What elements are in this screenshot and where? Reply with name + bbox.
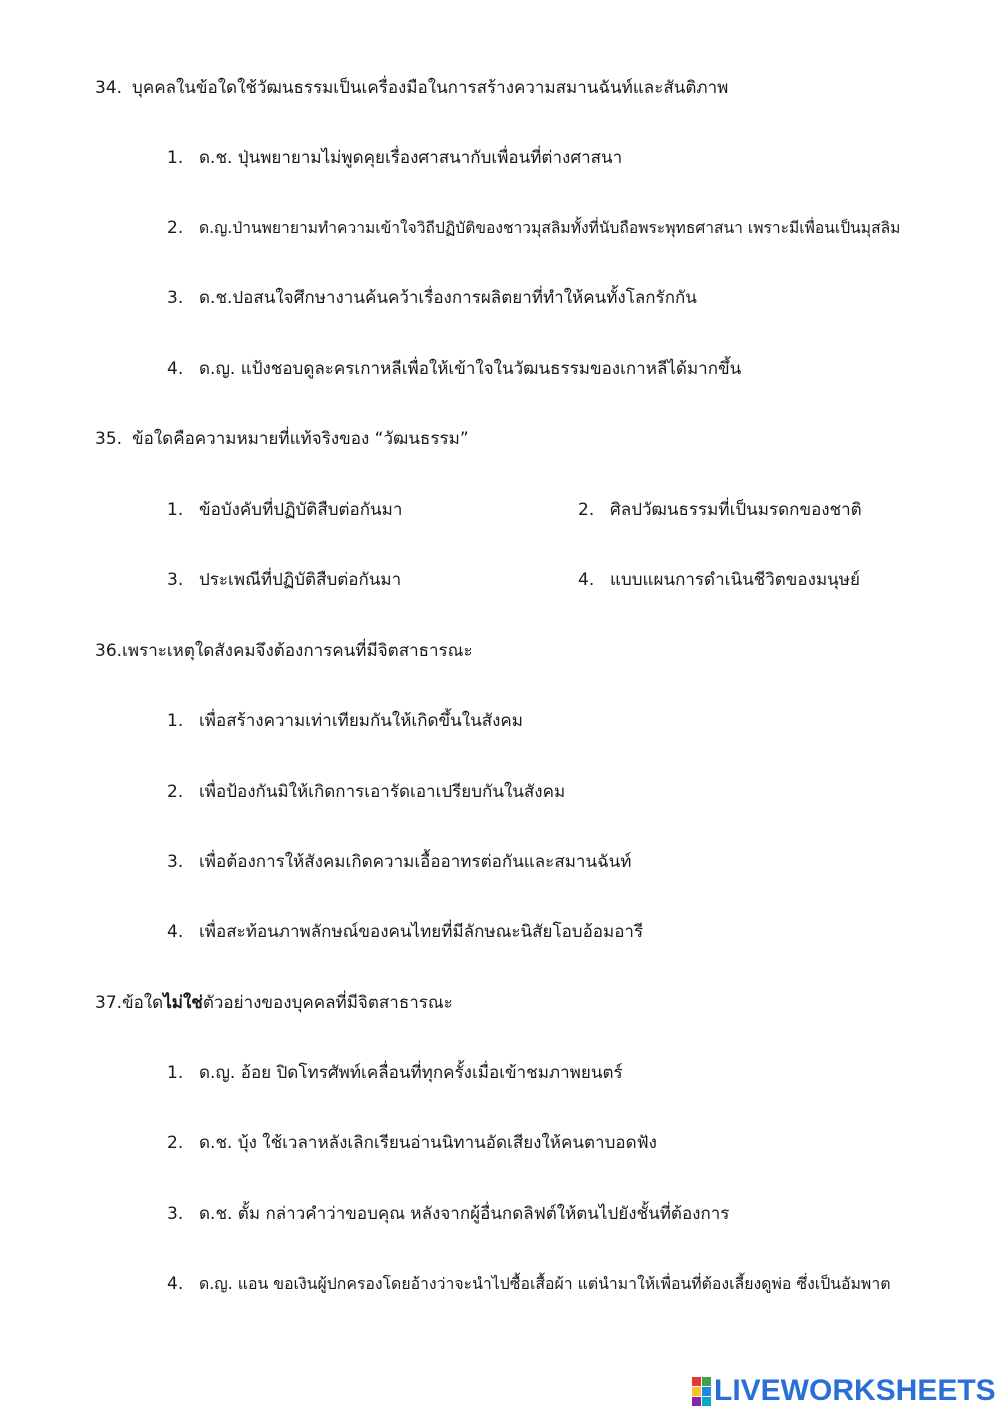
liveworksheets-logo <box>692 1376 996 1406</box>
option-number: 2. <box>167 782 184 802</box>
option-text: เพื่อต้องการให้สังคมเกิดความเอื้ออาทรต่อกันและสมานฉันท์ <box>199 852 632 872</box>
option-text: ด.ญ. แป้งชอบดูละครเกาหลีเพื่อให้เข้าใจในวัฒนธรรมของเกาหลีได้มากขึ้น <box>199 359 742 379</box>
option-text: ด.ช.ปอสนใจศึกษางานค้นคว้าเรื่องการผลิตยาที่ทำให้คนทั้งโลกรักกัน <box>199 288 697 308</box>
option-number: 2. <box>167 1133 184 1153</box>
logo-text: LIVEWORKSHEETS <box>714 1374 996 1407</box>
option-text: ด.ช. ตั้ม กล่าวคำว่าขอบคุณ หลังจากผู้อื่นกดลิฟต์ให้ตนไปยังชั้นที่ต้องการ <box>199 1204 730 1224</box>
option-text: ด.ญ.ป่านพยายามทำความเข้าใจวิถีปฏิบัติของชาวมุสลิมทั้งที่นับถือพระพุทธศาสนา เพราะมีเพื่อนเป็นมุสลิม <box>199 219 901 237</box>
option-number: 3. <box>167 570 184 590</box>
question-number: 37. <box>95 993 123 1013</box>
question-text: เพราะเหตุใดสังคมจึงต้องการคนที่มีจิตสาธารณะ <box>122 641 473 661</box>
option-text: เพื่อสร้างความเท่าเทียมกันให้เกิดขึ้นในสังคม <box>199 711 523 731</box>
question-text-after: ตัวอย่างของบุคคลที่มีจิตสาธารณะ <box>202 993 453 1013</box>
option-text: ด.ช. บุ้ง ใช้เวลาหลังเลิกเรียนอ่านนิทานอัดเสียงให้คนตาบอดฟัง <box>199 1133 657 1153</box>
option-text: ข้อบังคับที่ปฏิบัติสืบต่อกันมา <box>199 500 403 520</box>
option-text: ด.ญ. แอน ขอเงินผู้ปกครองโดยอ้างว่าจะนำไปซื้อเสื้อผ้า แต่นำมาให้เพื่อนที่ต้องเลี้ยงดูพ่อ ซึ่งเป็นอัมพาต <box>199 1274 891 1293</box>
question-text-before: ข้อใด <box>122 993 164 1013</box>
option-number: 1. <box>167 148 184 168</box>
option-number: 2. <box>578 500 595 520</box>
question-number: 36. <box>95 641 123 661</box>
option-text: ศิลปวัฒนธรรมที่เป็นมรดกของชาติ <box>610 500 862 520</box>
option-number: 4. <box>167 359 184 379</box>
question-number: 34. <box>95 78 123 98</box>
question-text: ข้อใดคือความหมายที่แท้จริงของ “วัฒนธรรม” <box>132 429 469 449</box>
option-number: 3. <box>167 1204 184 1224</box>
option-number: 1. <box>167 711 184 731</box>
question-34 <box>95 76 728 100</box>
option-number: 2. <box>167 218 184 238</box>
question-text-emphasis: ไม่ใช่ <box>163 993 203 1013</box>
logo-mark-icon <box>692 1377 711 1406</box>
question-number: 35. <box>95 429 123 449</box>
option-text: เพื่อสะท้อนภาพลักษณ์ของคนไทยที่มีลักษณะนิสัยโอบอ้อมอารี <box>199 922 644 942</box>
option-text: แบบแผนการดำเนินชีวิตของมนุษย์ <box>610 570 860 590</box>
option-text: ประเพณีที่ปฏิบัติสืบต่อกันมา <box>199 570 402 590</box>
question-text: บุคคลในข้อใดใช้วัฒนธรรมเป็นเครื่องมือในการสร้างความสมานฉันท์และสันติภาพ <box>132 78 729 98</box>
option-text: ด.ญ. อ้อย ปิดโทรศัพท์เคลื่อนที่ทุกครั้งเมื่อเข้าชมภาพยนตร์ <box>199 1063 623 1083</box>
question-35 <box>95 427 469 451</box>
option-number: 1. <box>167 500 184 520</box>
option-number: 4. <box>578 570 595 590</box>
option-number: 3. <box>167 852 184 872</box>
option-text: เพื่อป้องกันมิให้เกิดการเอารัดเอาเปรียบกันในสังคม <box>199 782 566 802</box>
option-number: 3. <box>167 288 184 308</box>
question-36 <box>95 639 473 663</box>
option-number: 1. <box>167 1063 184 1083</box>
option-text: ด.ช. ปุ่นพยายามไม่พูดคุยเรื่องศาสนากับเพื่อนที่ต่างศาสนา <box>199 148 623 168</box>
question-37 <box>95 991 453 1015</box>
option-number: 4. <box>167 1274 184 1294</box>
option-number: 4. <box>167 922 184 942</box>
